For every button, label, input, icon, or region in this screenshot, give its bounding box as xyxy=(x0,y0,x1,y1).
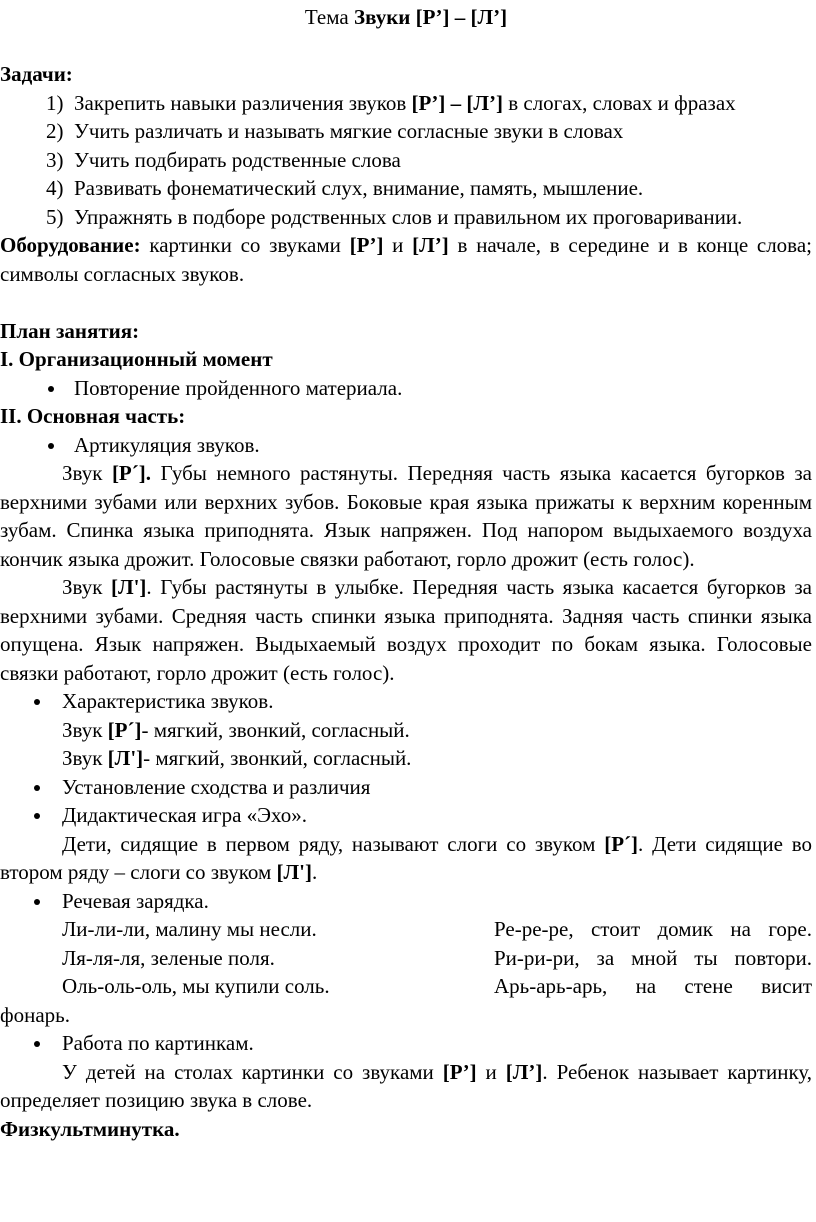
bullet-icon xyxy=(48,443,54,449)
tasks-heading: Задачи: xyxy=(0,62,73,86)
bullet-icon xyxy=(34,899,40,905)
rhyme-row: Ля-ля-ля, зеленые поля. Ри-ри-ри, за мной ты повтори. xyxy=(62,945,812,970)
list-item: Установление сходства и различия xyxy=(0,773,812,802)
articulation-l-paragraph: Звук [Л']. Губы растянуты в улыбке. Передняя часть языка касается бугорков за верхними зубами. Средняя часть спинки языка приподнята. Задняя часть спинки языка опущена. Язык напряжен. Выдыхаемый воздух проходит по бокам языка. Голосовые связки работают, горло дрожит (есть голос). xyxy=(0,575,812,685)
rhyme-row: Оль-оль-оль, мы купили соль. Арь-арь-арь, на стене висит xyxy=(62,974,812,998)
bullet-icon xyxy=(48,386,54,392)
bullet-icon xyxy=(34,699,40,705)
list-item: Артикуляция звуков. xyxy=(0,431,812,460)
sound-characteristic: Звук [Р´]- мягкий, звонкий, согласный. xyxy=(62,717,410,742)
section-heading: I. Организационный момент xyxy=(0,347,273,371)
bullet-icon xyxy=(34,813,40,819)
bullet-icon xyxy=(34,1041,40,1047)
game-paragraph: Дети, сидящие в первом ряду, называют слоги со звуком [Р´]. Дети сидящие во втором ряду – слоги со звуком [Л']. xyxy=(0,831,812,884)
tasks-list xyxy=(0,89,812,232)
task-item: 3) Учить подбирать родственные слова xyxy=(46,147,401,172)
equipment-paragraph: Оборудование: картинки со звуками [Р’] и [Л’] в начале, в середине и в конце слова; символы согласных звуков. xyxy=(0,233,812,286)
task-item: 5) Упражнять в подборе родственных слов и правильном их проговаривании. xyxy=(46,204,743,229)
task-item: 1) Закрепить навыки различения звуков [Р’] – [Л’] в слогах, словах и фразах xyxy=(46,90,736,115)
articulation-r-paragraph: Звук [Р´]. Губы немного растянуты. Передняя часть языка касается бугорков за верхними зубами или верхних зубов. Боковые края языка прижаты к верхним коренным зубам. Спинка языка приподнята. Язык напряжен. Под напором выдыхаемого воздуха кончик языка дрожит. Голосовые связки работают, горло дрожит (есть голос). xyxy=(0,461,813,571)
task-item: 4) Развивать фонематический слух, внимание, память, мышление. xyxy=(46,176,644,200)
lesson-title: Тема Звуки [Р’] – [Л’] xyxy=(304,5,508,29)
bullet-icon xyxy=(34,785,40,791)
list-item: Повторение пройденного материала. xyxy=(0,374,812,403)
pictures-paragraph: У детей на столах картинки со звуками [Р’] и [Л’]. Ребенок называет картинку, определяет позицию звука в слове. xyxy=(0,1059,813,1112)
list-item: Дидактическая игра «Эхо». xyxy=(0,801,812,830)
sound-characteristic: Звук [Л']- мягкий, звонкий, согласный. xyxy=(62,746,412,770)
physminute-heading: Физкультминутка. xyxy=(0,1116,180,1141)
task-item: 2) Учить различать и называть мягкие согласные звуки в словах xyxy=(46,119,624,143)
rhyme-wrap: фонарь. xyxy=(0,1002,70,1027)
list-item: Речевая зарядка. xyxy=(0,887,812,916)
list-item: Характеристика звуков. xyxy=(0,687,812,716)
section-heading: II. Основная часть: xyxy=(0,404,186,428)
list-item: Работа по картинкам. xyxy=(0,1029,812,1058)
plan-heading: План занятия: xyxy=(0,318,140,343)
rhyme-row: Ли-ли-ли, малину мы несли. Ре-ре-ре, стоит домик на горе. xyxy=(62,917,812,941)
